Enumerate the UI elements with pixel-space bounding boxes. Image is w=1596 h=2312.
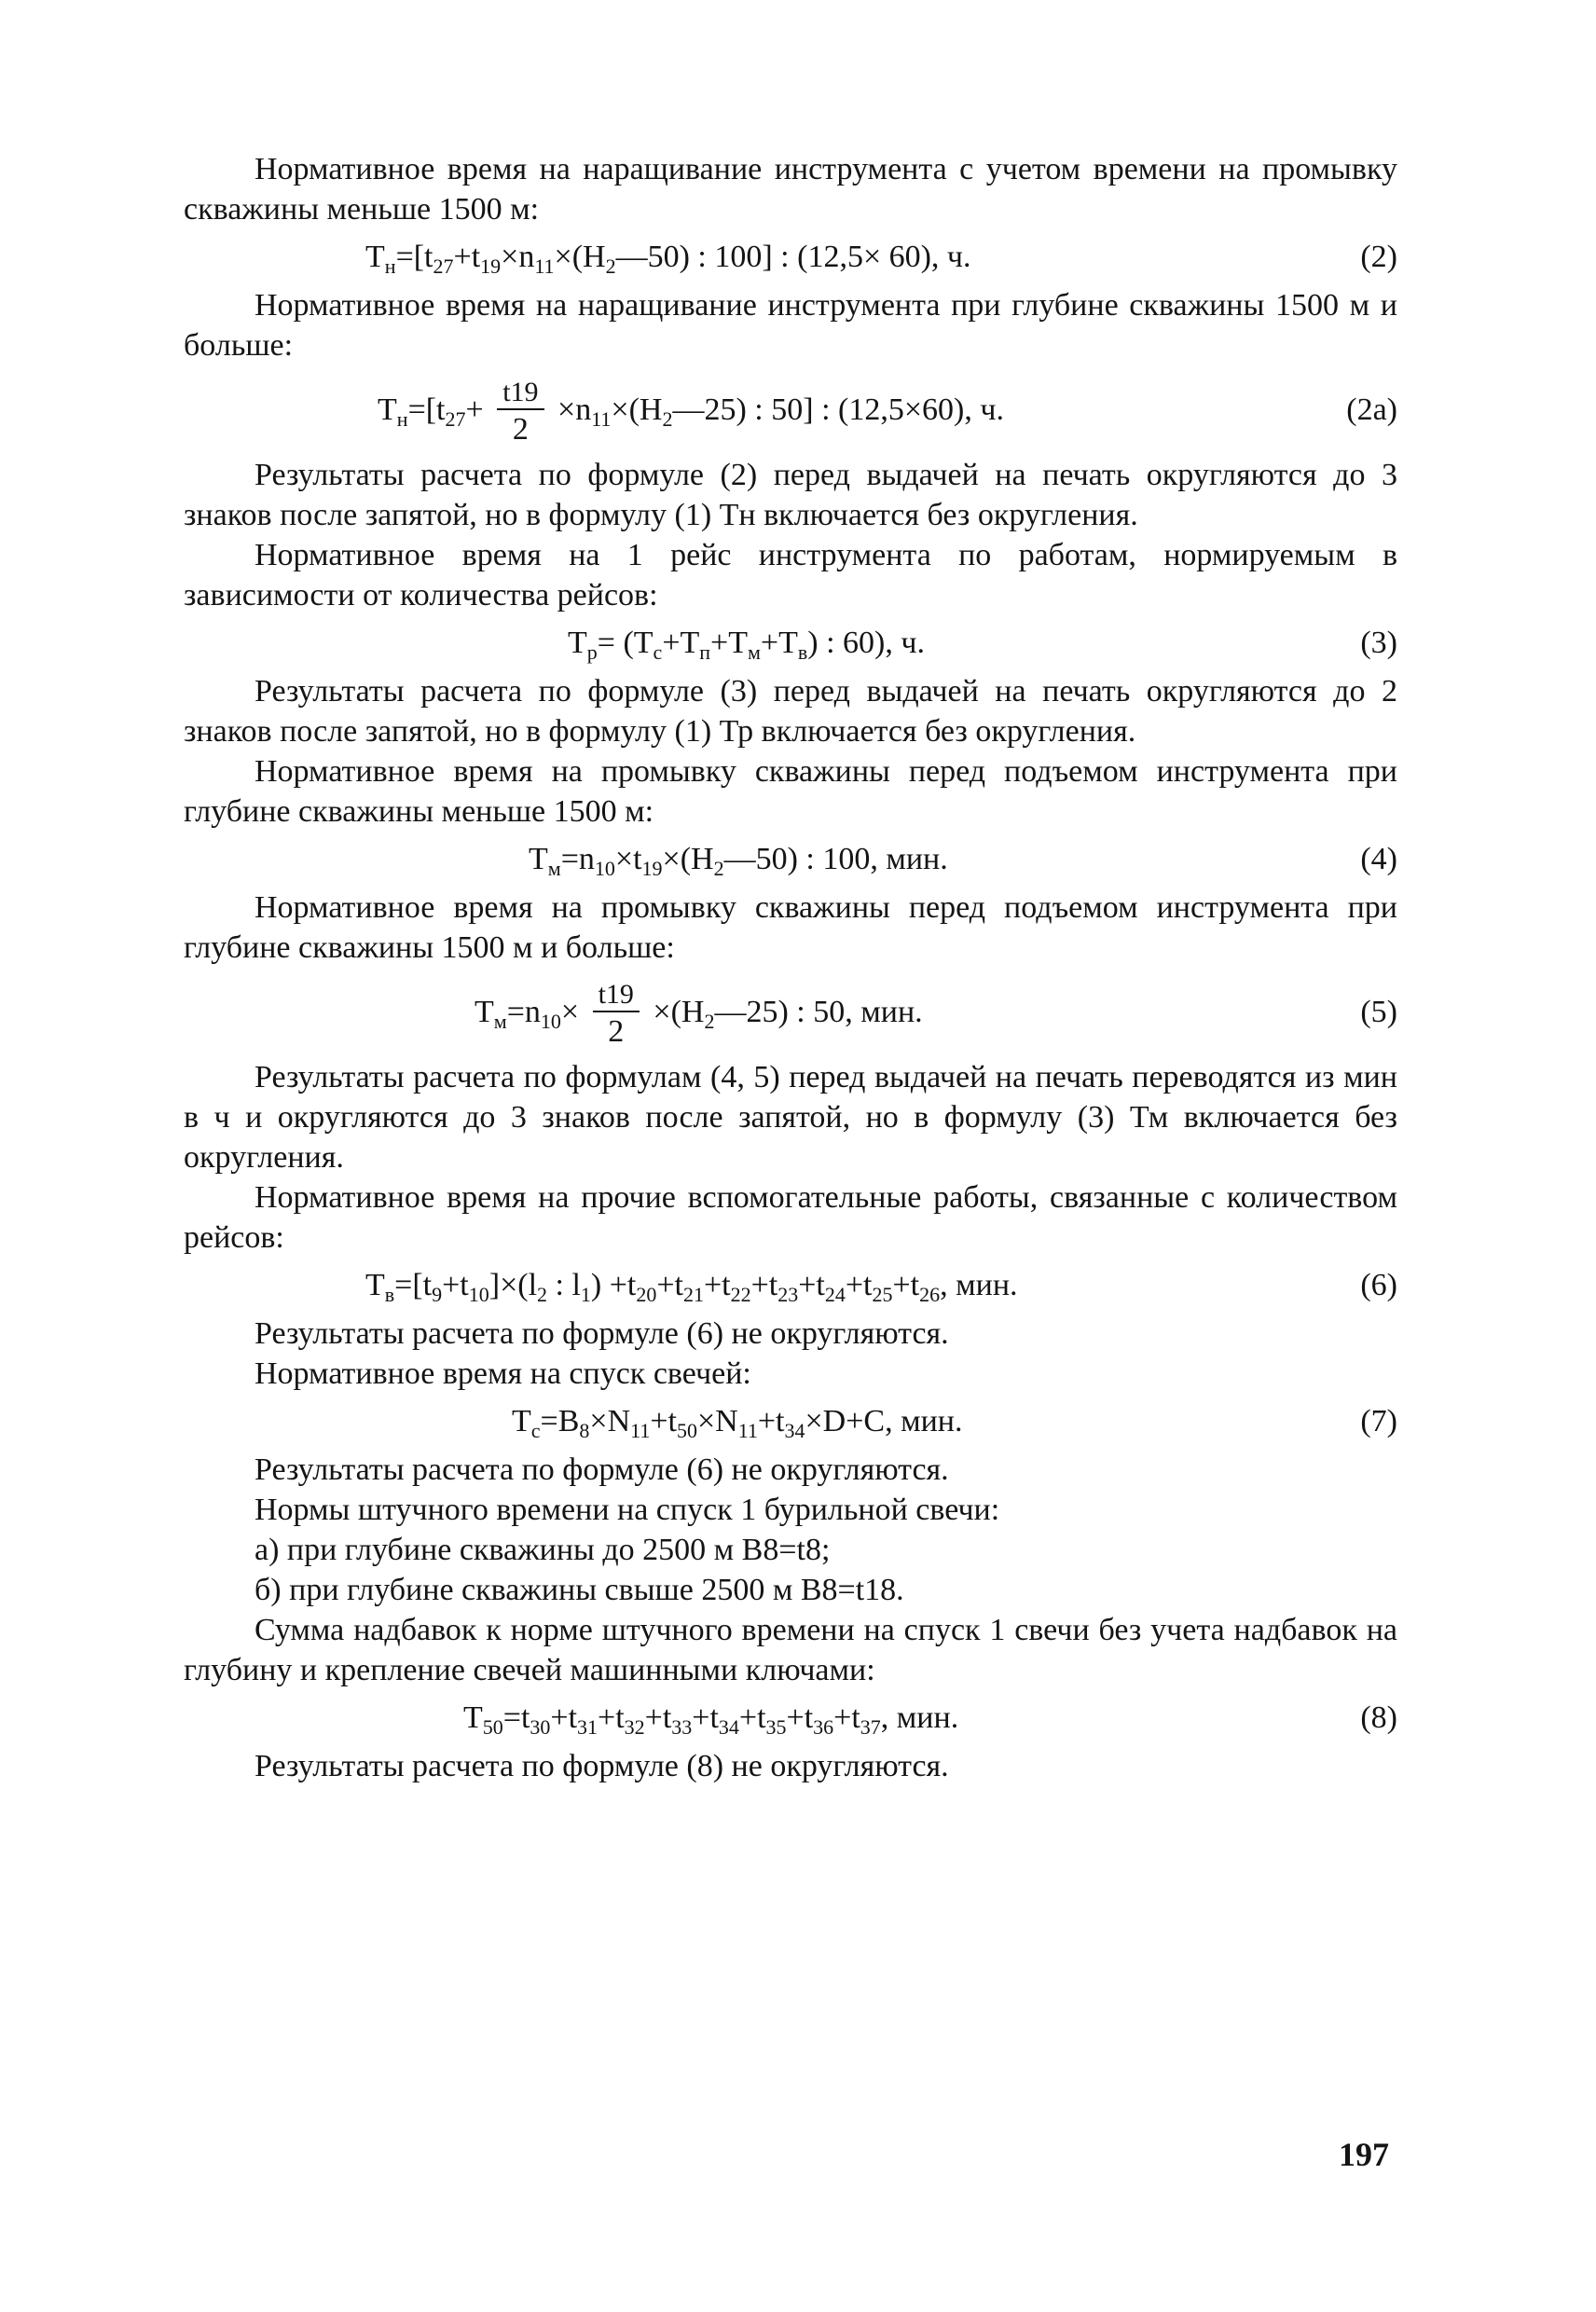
fraction-denominator: 2 <box>512 412 529 447</box>
formula-2a <box>184 365 1397 455</box>
paragraph-13: Нормы штучного времени на спуск 1 бурильной свечи: <box>255 1493 1000 1527</box>
paragraph-2: Нормативное время на наращивание инструмента при глубине скважины 1500 м и больше: <box>184 288 1397 363</box>
list-item-a: а) при глубине скважины до 2500 м В8=t8; <box>255 1533 831 1567</box>
formula-8 <box>184 1690 1397 1746</box>
list-item-b: б) при глубине скважины свыше 2500 м В8=t18. <box>255 1573 904 1607</box>
paragraph-12: Результаты расчета по формуле (6) не округляются. <box>255 1452 949 1487</box>
formula-3 <box>184 615 1397 671</box>
formula-5-number: (5) <box>1360 995 1397 1029</box>
paragraph-3: Результаты расчета по формуле (2) перед выдачей на печать округляются до 3 знаков после запятой, но в формулу (1) Тн включается без округления. <box>184 458 1397 532</box>
paragraph-11: Нормативное время на спуск свечей: <box>255 1356 751 1391</box>
paragraph-1: Нормативное время на наращивание инструмента с учетом времени на промывку скважины меньше 1500 м: <box>184 152 1397 227</box>
formula-5 <box>184 968 1397 1057</box>
formula-4-number: (4) <box>1360 842 1397 876</box>
formula-6 <box>184 1258 1397 1314</box>
formula-2a-fraction <box>497 378 543 446</box>
formula-2-expression: $Т_н=[t_{27}+t_{19}\times n_{11}\times(H_2—50)$ : 100] : (12,5× 60), ч. <box>365 240 971 278</box>
paragraph-5: Результаты расчета по формуле (3) перед выдачей на печать округляются до 2 знаков после запятой, но в формулу (1) Тр включается без округления. <box>184 674 1397 749</box>
paragraph-7: Нормативное время на промывку скважины перед подъемом инструмента при глубине скважины 1500 м и больше: <box>184 890 1397 965</box>
fraction-denominator: 2 <box>608 1014 625 1050</box>
paragraph-10: Результаты расчета по формуле (6) не округляются. <box>255 1316 949 1351</box>
formula-2-number: (2) <box>1360 240 1397 274</box>
formula-2 <box>184 229 1397 285</box>
formula-2a-number: (2а) <box>1346 392 1397 427</box>
formula-6-number: (6) <box>1360 1268 1397 1302</box>
formula-7-number: (7) <box>1360 1404 1397 1438</box>
formula-4 <box>184 832 1397 888</box>
formula-7-expression: $Т_с=В_8\times N_{11}+t_{50}\times N_{11}+t_{34}\times D+C$, мин. <box>512 1404 963 1442</box>
text-column <box>184 149 1397 1786</box>
formula-8-number: (8) <box>1360 1700 1397 1735</box>
paragraph-14: Сумма надбавок к норме штучного времени на спуск 1 свечи без учета надбавок на глубину и крепление свечей машинными ключами: <box>184 1613 1397 1687</box>
paragraph-15: Результаты расчета по формуле (8) не округляются. <box>255 1749 949 1783</box>
page-number: 197 <box>1339 2136 1389 2173</box>
formula-8-expression: $Т_{50}=t_{30}+t_{31}+t_{32}+t_{33}+t_{34}+t_{35}+t_{36}+t_{37}$, мин. <box>463 1700 959 1739</box>
formula-3-expression: $Т_р= (Т_с+Т_п+Т_м+Т_в)$ : 60), ч. <box>568 626 925 664</box>
paragraph-4: Нормативное время на 1 рейс инструмента по работам, нормируемым в зависимости от количества рейсов: <box>184 538 1397 612</box>
paragraph-9: Нормативное время на прочие вспомогательные работы, связанные с количеством рейсов: <box>184 1180 1397 1255</box>
fraction-numerator: t19 <box>497 378 543 410</box>
formula-5-expression: $Т_м=n_{10}\times$ $\frac{t19}{2}$ $\times(H_2—25)$ : 50, мин. <box>475 979 923 1050</box>
formula-3-number: (3) <box>1360 626 1397 660</box>
paragraph-8: Результаты расчета по формулам (4, 5) перед выдачей на печать переводятся из мин в ч и округляются до 3 знаков после запятой, но в формулу (3) Тм включается без округления. <box>184 1060 1397 1175</box>
formula-2a-expression: $Т_н=[t_{27}+$ $\frac{t19}{2}$ $\times n_{11}\times(H_2—25)$ : 50] : (12,5×60), ч. <box>378 377 1004 447</box>
formula-6-expression: $Т_в=[t_9+t_{10}]\times(l_2$ : $l_1) +t_{20}+t_{21}+t_{22}+t_{23}+t_{24}+t_{25}+t_{26}$, мин. <box>365 1268 1018 1306</box>
formula-5-fraction <box>593 981 640 1048</box>
fraction-numerator: t19 <box>593 981 640 1012</box>
formula-7 <box>184 1394 1397 1450</box>
formula-4-expression: $Т_м=n_{10}\times t_{19}\times(H_2—50)$ : 100, мин. <box>529 842 948 880</box>
paragraph-6: Нормативное время на промывку скважины перед подъемом инструмента при глубине скважины меньше 1500 м: <box>184 754 1397 829</box>
